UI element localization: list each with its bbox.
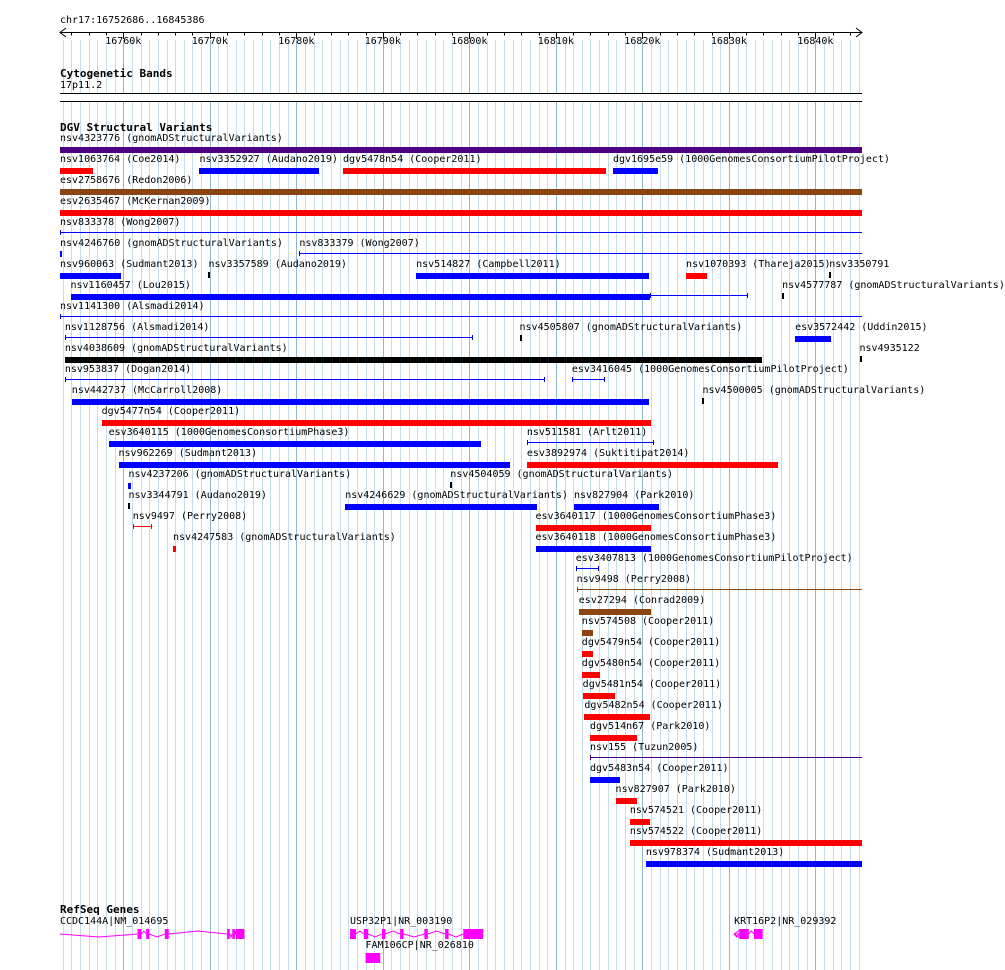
variant-label[interactable]: nsv4500005 (gnomADStructuralVariants) [702,385,926,396]
gene-label[interactable]: USP32P1|NR_003190 [349,916,453,927]
variant-label[interactable]: nsv1141300 (Alsmadi2014) [60,301,205,312]
variant-glyph[interactable] [574,504,659,510]
variant-label[interactable]: nsv4038609 (gnomADStructuralVariants) [64,343,288,354]
variant-label[interactable]: nsv514827 (Campbell2011) [416,259,561,270]
variant-glyph[interactable] [613,168,658,174]
variant-glyph[interactable] [60,168,93,174]
variant-label[interactable]: nsv960063 (Sudmant2013) [60,259,199,270]
variant-label[interactable]: nsv4323776 (gnomADStructuralVariants) [60,133,283,144]
gene-label[interactable]: FAM106CP|NR_026810 [365,940,474,951]
variant-label[interactable]: nsv827904 (Park2010) [574,490,695,501]
variant-glyph[interactable] [582,630,594,636]
variant-label[interactable]: nsv3350791 [829,259,890,270]
variant-label[interactable]: dgv5477n54 (Cooper2011) [101,406,241,417]
variant-glyph[interactable] [590,777,620,783]
variant-label[interactable]: nsv833379 (Wong2007) [299,238,420,249]
variant-glyph[interactable] [630,840,862,846]
variant-glyph[interactable] [527,462,778,468]
variant-label[interactable]: nsv833378 (Wong2007) [60,217,181,228]
variant-label[interactable]: esv3640115 (1000GenomesConsortiumPhase3) [108,427,350,438]
variant-glyph[interactable] [450,482,452,488]
variant-label[interactable]: dgv5479n54 (Cooper2011) [581,637,721,648]
variant-label[interactable]: nsv9497 (Perry2008) [132,511,248,522]
ruler-tick-label: 16770k [191,36,228,47]
variant-glyph[interactable] [299,251,862,256]
variant-label[interactable]: dgv5481n54 (Cooper2011) [582,679,722,690]
variant-glyph[interactable] [702,398,704,404]
variant-glyph[interactable] [583,693,615,699]
ruler-tick-label: 16760k [105,36,142,47]
ruler-tick-label: 16830k [710,36,747,47]
variant-label[interactable]: nsv4504059 (gnomADStructuralVariants) [450,469,674,480]
variant-label[interactable]: nsv4246760 (gnomADStructuralVariants) [60,238,283,249]
gene-exon [754,929,763,939]
variant-label[interactable]: nsv1160457 (Lou2015) [70,280,191,291]
variant-glyph[interactable] [60,210,862,216]
variant-label[interactable]: dgv5482n54 (Cooper2011) [584,700,723,711]
variant-glyph[interactable] [60,314,862,319]
variant-glyph[interactable] [616,798,637,804]
variant-label[interactable]: dgv5478n54 (Cooper2011) [343,154,482,165]
variant-glyph[interactable] [579,609,651,615]
variant-glyph[interactable] [102,420,652,426]
cytoband-track-title: Cytogenetic Bands [60,67,173,80]
position-label: chr17:16752686..16845386 [60,15,205,26]
variant-glyph[interactable] [133,524,152,529]
variant-glyph[interactable] [572,377,605,382]
ruler-tick-label: 16810k [537,36,574,47]
gene-model[interactable] [0,952,890,966]
variant-glyph[interactable] [782,293,784,299]
variant-glyph[interactable] [128,483,131,489]
variant-label[interactable]: nsv4237206 (gnomADStructuralVariants) [128,469,352,480]
variant-glyph[interactable] [60,230,862,235]
variant-glyph[interactable] [72,399,649,405]
variant-label[interactable]: nsv1070393 (Thareja2015) [686,259,831,270]
ruler-tick-label: 16840k [797,36,834,47]
variant-label[interactable]: nsv574521 (Cooper2011) [629,805,763,816]
variant-glyph[interactable] [71,294,650,300]
variant-glyph[interactable] [60,251,62,257]
variant-glyph[interactable] [65,377,545,382]
gene-label[interactable]: CCDC144A|NM_014695 [60,916,169,927]
variant-label[interactable]: nsv4935122 [859,343,920,354]
ruler-tick-label: 16800k [451,36,488,47]
variant-label[interactable]: nsv978374 (Sudmant2013) [645,847,785,858]
variant-glyph[interactable] [686,273,707,279]
variant-glyph[interactable] [65,357,762,363]
variant-glyph[interactable] [577,587,862,592]
variant-glyph[interactable] [60,189,862,195]
variant-glyph[interactable] [208,272,210,278]
variant-label[interactable]: nsv953837 (Dogan2014) [64,364,192,375]
dgv-track-title: DGV Structural Variants [60,121,213,134]
variant-glyph[interactable] [590,735,637,741]
variant-glyph[interactable] [65,335,473,340]
ruler-tick-label: 16790k [364,36,401,47]
ruler-tick-label: 16780k [278,36,315,47]
variant-label[interactable]: nsv3352927 (Audano2019) [199,154,338,165]
variant-label[interactable]: esv2758676 (Redon2006) [60,175,193,186]
variant-glyph[interactable] [173,546,176,552]
variant-label[interactable]: esv3416045 (1000GenomesConsortiumPilotProject) [571,364,849,375]
variant-label[interactable]: nsv1063764 (Coe2014) [60,154,181,165]
variant-glyph[interactable] [795,336,831,342]
variant-glyph[interactable] [520,335,522,341]
variant-label[interactable]: nsv827907 (Park2010) [615,784,736,795]
variant-label[interactable]: nsv3357589 (Audano2019) [208,259,347,270]
variant-label[interactable]: esv3640117 (1000GenomesConsortiumPhase3) [535,511,777,522]
variant-glyph[interactable] [109,441,481,447]
variant-glyph[interactable] [646,861,862,867]
variant-label[interactable]: nsv4577787 (gnomADStructuralVariants) [782,280,1005,291]
cytoband-label[interactable]: 17p11.2 [60,80,103,91]
variant-glyph[interactable] [345,504,537,510]
variant-label[interactable]: nsv442737 (McCarroll2008) [71,385,223,396]
variant-label[interactable]: nsv9498 (Perry2008) [576,574,691,585]
cytoband-bar[interactable] [60,93,862,102]
variant-label[interactable]: esv2635467 (McKernan2009) [60,196,211,207]
variant-label[interactable]: nsv511581 (Arlt2011) [526,427,648,438]
ruler-tick-label: 16820k [624,36,661,47]
variant-label[interactable]: dgv514n67 (Park2010) [590,721,711,732]
gene-label[interactable]: KRT16P2|NR_029392 [734,916,837,927]
variant-glyph[interactable] [860,356,862,362]
variant-glyph[interactable] [630,819,650,825]
variant-glyph[interactable] [576,566,599,571]
variant-glyph[interactable] [128,503,130,509]
variant-label[interactable]: nsv574508 (Cooper2011) [581,616,715,627]
variant-label[interactable]: nsv4246629 (gnomADStructuralVariants) [345,490,568,501]
variant-label[interactable]: nsv4505807 (gnomADStructuralVariants) [519,322,743,333]
variant-label[interactable]: nsv155 (Tuzun2005) [590,742,699,753]
variant-glyph[interactable] [584,714,649,720]
variant-glyph[interactable] [343,168,606,174]
variant-label[interactable]: dgv5483n54 (Cooper2011) [590,763,729,774]
variant-label[interactable]: esv3572442 (Uddin2015) [795,322,928,333]
variant-label[interactable]: dgv5480n54 (Cooper2011) [581,658,721,669]
gene-exon [739,929,749,939]
variant-glyph[interactable] [650,293,749,298]
variant-glyph[interactable] [60,273,121,279]
variant-glyph[interactable] [829,272,831,278]
variant-glyph[interactable] [60,147,862,153]
variant-glyph[interactable] [416,273,649,279]
variant-label[interactable]: nsv574522 (Cooper2011) [629,826,763,837]
variant-label[interactable]: esv3407813 (1000GenomesConsortiumPilotProject) [575,553,853,564]
variant-glyph[interactable] [536,546,652,552]
variant-label[interactable]: nsv4247583 (gnomADStructuralVariants) [173,532,396,543]
variant-label[interactable]: esv27294 (Conrad2009) [578,595,706,606]
variant-glyph[interactable] [582,651,594,657]
variant-label[interactable]: nsv3344791 (Audano2019) [128,490,267,501]
variant-glyph[interactable] [536,525,652,531]
variant-glyph[interactable] [590,755,862,760]
variant-label[interactable]: esv3892974 (Suktitipat2014) [526,448,690,459]
variant-glyph[interactable] [527,440,655,445]
scale-ruler[interactable] [0,22,890,62]
variant-glyph[interactable] [582,672,600,678]
variant-glyph[interactable] [199,168,318,174]
variant-label[interactable]: nsv962269 (Sudmant2013) [118,448,257,459]
variant-label[interactable]: esv3640118 (1000GenomesConsortiumPhase3) [535,532,777,543]
gene-exon [366,953,381,963]
variant-glyph[interactable] [119,462,510,468]
variant-label[interactable]: nsv1128756 (Alsmadi2014) [64,322,210,333]
variant-label[interactable]: dgv1695e59 (1000GenomesConsortiumPilotProject) [612,154,890,165]
refseq-track-title: RefSeq Genes [60,903,140,916]
